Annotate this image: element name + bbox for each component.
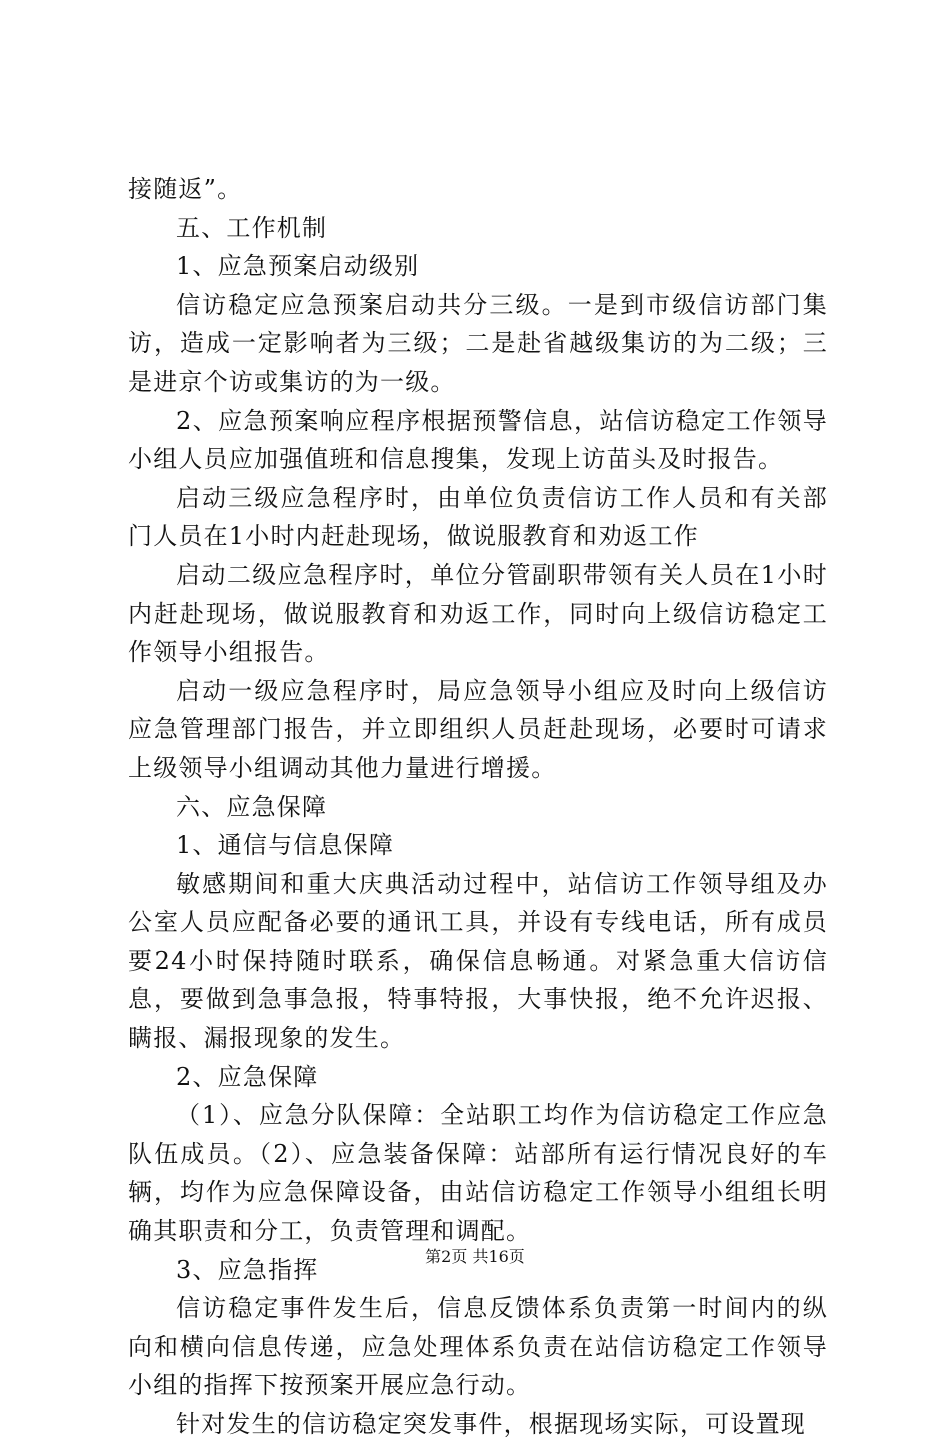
subsection-heading: 2、应急保障 — [176, 1062, 319, 1091]
paragraph: 敏感期间和重大庆典活动过程中，站信访工作领导组及办公室人员应配备必要的通讯工具，并设有专线电话，所有成员要24小时保持随时联系，确保信息畅通。对紧急重大信访信息，要做到急事急报，特事特报，大事快报，绝不允许迟报、瞒报、漏报现象的发生。 — [128, 869, 828, 1053]
section-heading: 六、应急保障 — [176, 792, 328, 821]
paragraph: 启动二级应急程序时，单位分管副职带领有关人员在1小时内赶赴现场，做说服教育和劝返工作，同时向上级信访稳定工作领导小组报告。 — [128, 560, 828, 667]
subsection-heading: 3、应急指挥 — [176, 1255, 319, 1284]
paragraph: 针对发生的信访稳定突发事件，根据现场实际，可设置现 — [176, 1410, 806, 1438]
paragraph: 信访稳定应急预案启动共分三级。一是到市级信访部门集访，造成一定影响者为三级；二是赴省越级集访的为二级；三是进京个访或集访的为一级。 — [128, 290, 828, 396]
paragraph: 启动三级应急程序时，由单位负责信访工作人员和有关部门人员在1小时内赶赴现场，做说服教育和劝返工作 — [128, 483, 828, 551]
paragraph: （1）、应急分队保障：全站职工均作为信访稳定工作应急队伍成员。（2）、应急装备保障：站部所有运行情况良好的车辆，均作为应急保障设备，由站信访稳定工作领导小组组长明确其职责和分工，负责管理和调配。 — [128, 1101, 828, 1246]
paragraph: 信访稳定事件发生后，信息反馈体系负责第一时间内的纵向和横向信息传递，应急处理体系负责在站信访稳定工作领导小组的指挥下按预案开展应急行动。 — [128, 1294, 828, 1400]
page-number-footer: 第2页 共16页 — [425, 1247, 525, 1266]
paragraph: 接随返”。 — [128, 175, 243, 203]
subsection-heading: 1、通信与信息保障 — [176, 831, 395, 860]
paragraph: 2、应急预案响应程序根据预警信息，站信访稳定工作领导小组人员应加强值班和信息搜集，发现上访苗头及时报告。 — [128, 406, 828, 474]
paragraph: 启动一级应急程序时，局应急领导小组应及时向上级信访应急管理部门报告，并立即组织人员赶赴现场，必要时可请求上级领导小组调动其他力量进行增援。 — [128, 676, 828, 782]
subsection-heading: 1、应急预案启动级别 — [176, 252, 420, 281]
section-heading: 五、工作机制 — [176, 213, 328, 242]
